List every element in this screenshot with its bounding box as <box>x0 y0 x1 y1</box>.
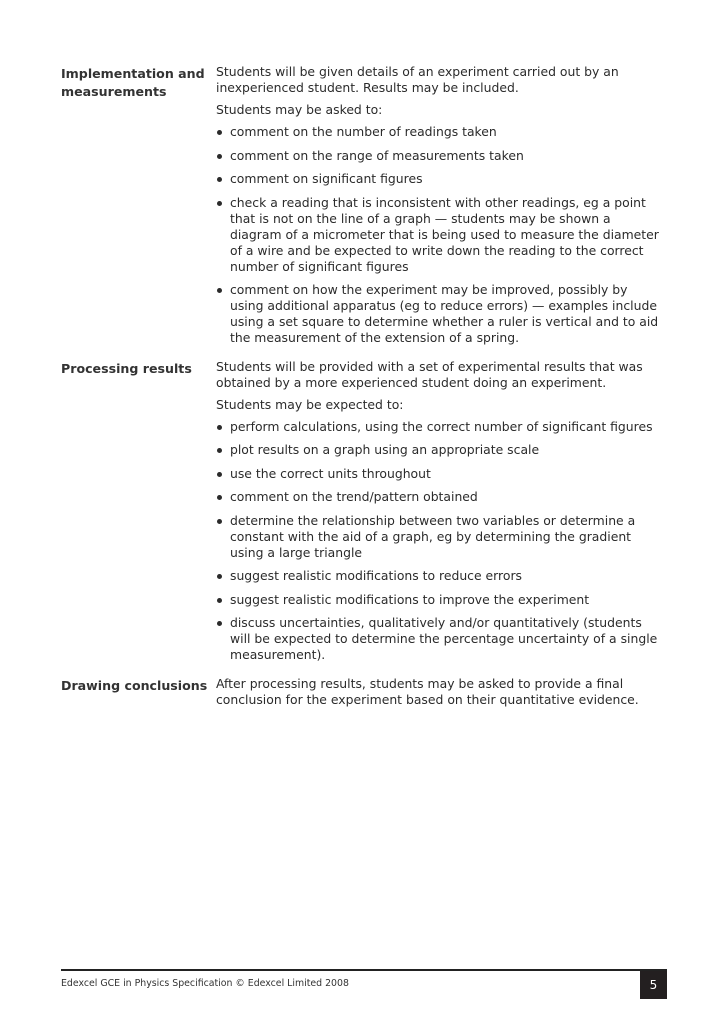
section-drawing-conclusions <box>61 676 661 714</box>
bullet-dot-icon <box>217 621 222 626</box>
bullet-item <box>216 171 661 187</box>
bullet-text: comment on the trend/pattern obtained <box>230 489 478 504</box>
bullet-text: use the correct units throughout <box>230 465 431 481</box>
bullet-item <box>216 592 661 608</box>
bullet-item <box>216 568 661 584</box>
bullet-dot-icon <box>217 425 222 430</box>
bullet-text: perform calculations, using the correct number of significant figures <box>230 418 653 434</box>
bullet-text: check a reading that is inconsistent with other readings, eg a point that is not on the line of a graph — students may be shown a diagram of a micrometer that is being used to measure the diameter of a wire and be expected to write down the reading to the correct number of significant figures <box>230 194 659 274</box>
bullet-dot-icon <box>217 177 222 182</box>
page-number: 5 <box>640 971 667 999</box>
bullet-dot-icon <box>217 154 222 159</box>
bullet-text: comment on significant figures <box>230 171 423 186</box>
bullet-text: suggest realistic modifications to improve the experiment <box>230 591 590 607</box>
paragraph: Students will be provided with a set of experimental results that was obtained by a more experienced student doing an experiment. <box>216 358 643 390</box>
paragraph: Students may be asked to: <box>216 102 383 117</box>
bullet-text: suggest realistic modifications to reduce errors <box>230 568 523 583</box>
section-implementation <box>61 64 661 354</box>
bullet-text: comment on the number of readings taken <box>230 124 497 139</box>
section-content <box>216 676 661 714</box>
section-heading: Implementation and measurements <box>61 66 205 99</box>
bullet-dot-icon <box>217 448 222 453</box>
section-content <box>216 359 661 671</box>
document-body <box>61 64 661 719</box>
section-content <box>216 64 661 354</box>
bullet-dot-icon <box>217 519 222 524</box>
bullet-dot-icon <box>217 201 222 206</box>
bullet-item <box>216 282 661 346</box>
bullet-item <box>216 615 661 663</box>
section-heading: Processing results <box>61 360 192 376</box>
bullet-dot-icon <box>217 130 222 135</box>
bullet-item <box>216 466 661 482</box>
footer-copyright: Edexcel GCE in Physics Specification © Edexcel Limited 2008 <box>61 978 349 989</box>
bullet-text: determine the relationship between two variables or determine a constant with the aid of a graph, eg by determining the gradient using a large triangle <box>230 512 636 560</box>
section-processing-results <box>61 359 661 671</box>
bullet-dot-icon <box>217 495 222 500</box>
bullet-dot-icon <box>217 574 222 579</box>
paragraph: Students will be given details of an experiment carried out by an inexperienced student. Results may be included. <box>216 64 619 95</box>
bullet-item <box>216 419 661 435</box>
bullet-item <box>216 148 661 164</box>
bullet-list <box>216 419 661 664</box>
footer-divider <box>61 969 667 971</box>
bullet-text: comment on how the experiment may be improved, possibly by using additional apparatus (eg to reduce errors) — examples include using a set square to determine whether a ruler is vertical and to aid the measurement of the extension of a spring. <box>230 282 659 345</box>
paragraph: Students may be expected to: <box>216 396 404 412</box>
bullet-item <box>216 124 661 140</box>
bullet-text: discuss uncertainties, qualitatively and/or quantitatively (students will be expected to determine the percentage uncertainty of a single measurement). <box>230 615 658 662</box>
bullet-text: plot results on a graph using an appropriate scale <box>230 442 540 457</box>
paragraph: After processing results, students may be asked to provide a final conclusion for the experiment based on their quantitative evidence. <box>216 675 639 707</box>
bullet-list <box>216 124 661 346</box>
bullet-item <box>216 513 661 561</box>
section-heading: Drawing conclusions <box>61 677 208 693</box>
bullet-dot-icon <box>217 598 222 603</box>
bullet-text: comment on the range of measurements taken <box>230 147 524 163</box>
bullet-item <box>216 442 661 458</box>
bullet-item <box>216 195 661 275</box>
bullet-dot-icon <box>217 472 222 477</box>
bullet-item <box>216 489 661 505</box>
bullet-dot-icon <box>217 288 222 293</box>
